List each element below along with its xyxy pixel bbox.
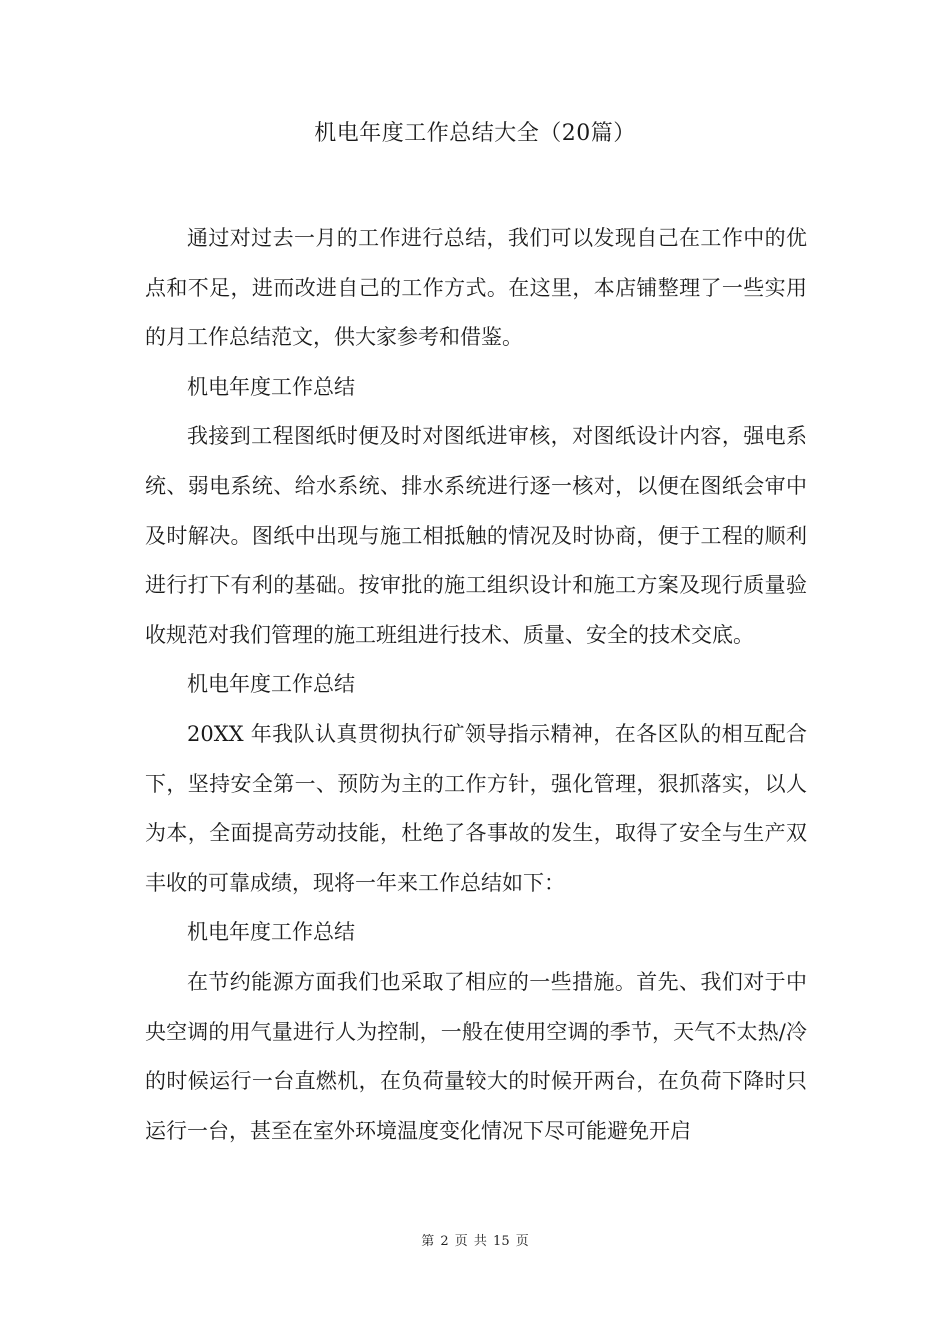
intro-paragraph: 通过对过去一月的工作进行总结，我们可以发现自己在工作中的优点和不足，进而改进自己的工作方式。在这里，本店铺整理了一些实用的月工作总结范文，供大家参考和借鉴。 [145,226,807,350]
page-number-footer: 第 2 页 共 15 页 [421,1234,529,1249]
section-heading: 机电年度工作总结 [187,672,355,697]
body-paragraph: 我接到工程图纸时便及时对图纸进审核，对图纸设计内容，强电系统、弱电系统、给水系统、排水系统进行逐一核对，以便在图纸会审中及时解决。图纸中出现与施工相抵触的情况及时协商，便于工程的顺利进行打下有利的基础。按审批的施工组织设计和施工方案及现行质量验收规范对我们管理的施工班组进行技术、质量、安全的技术交底。 [145,424,807,647]
body-paragraph: 在节约能源方面我们也采取了相应的一些措施。首先、我们对于中央空调的用气量进行人为控制，一般在使用空调的季节，天气不太热/冷的时候运行一台直燃机，在负荷量较大的时候开两台，在负荷下降时只运行一台，甚至在室外环境温度变化情况下尽可能避免开启 [145,969,807,1143]
body-paragraph: 20XX 年我队认真贯彻执行矿领导指示精神，在各区队的相互配合下，坚持安全第一、预防为主的工作方针，强化管理，狠抓落实，以人为本，全面提高劳动技能，杜绝了各事故的发生，取得了安全与生产双丰收的可靠成绩，现将一年来工作总结如下： [145,721,807,895]
document-title: 机电年度工作总结大全（20篇） [314,121,636,146]
section-heading: 机电年度工作总结 [187,920,355,945]
section-heading: 机电年度工作总结 [187,374,355,399]
document-body [145,214,807,1156]
